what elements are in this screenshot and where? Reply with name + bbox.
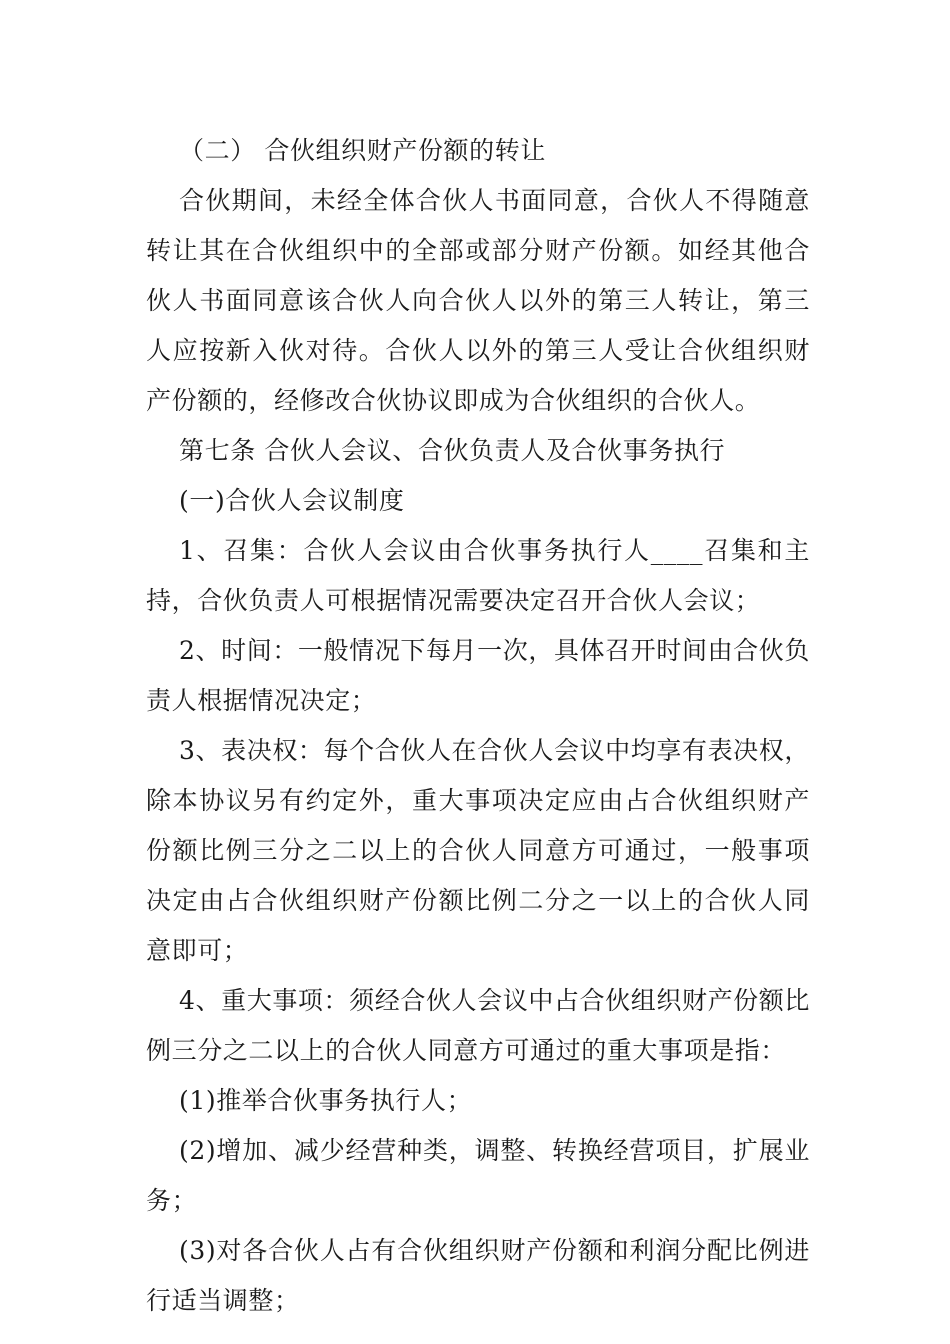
subsection-heading-meeting: (一)合伙人会议制度 [179,486,405,515]
clause-major-matters: 4、重大事项：须经合伙人会议中占合伙组织财产份额比例三分之二以上的合伙人同意方可通过的重大事项是指： [146,986,810,1065]
paragraph-transfer-rules: 合伙期间，未经全体合伙人书面同意，合伙人不得随意转让其在合伙组织中的全部或部分财产份额。如经其他合伙人书面同意该合伙人向合伙人以外的第三人转让，第三人应按新入伙对待。合伙人以外的第三人受让合伙组织财产份额的，经修改合伙协议即成为合伙组织的合伙人。 [146,186,810,415]
clause-convening: 1、召集：合伙人会议由合伙事务执行人____召集和主持，合伙负责人可根据情况需要决定召开合伙人会议； [146,536,810,615]
list-item-1: (1)推举合伙事务执行人； [179,1086,473,1115]
article-seven-heading: 第七条 合伙人会议、合伙负责人及合伙事务执行 [179,436,726,465]
document-body [146,126,810,1326]
clause-voting-rights: 3、表决权：每个合伙人在合伙人会议中均享有表决权，除本协议另有约定外，重大事项决定应由占合伙组织财产份额比例三分之二以上的合伙人同意方可通过，一般事项决定由占合伙组织财产份额比例二分之一以上的合伙人同意即可； [146,736,810,965]
list-item-3: (3)对各合伙人占有合伙组织财产份额和利润分配比例进行适当调整； [146,1236,810,1315]
list-item-2: (2)增加、减少经营种类，调整、转换经营项目，扩展业务； [146,1136,810,1215]
section-heading-transfer: （二） 合伙组织财产份额的转让 [179,136,546,165]
clause-time: 2、时间：一般情况下每月一次，具体召开时间由合伙负责人根据情况决定； [146,636,810,715]
